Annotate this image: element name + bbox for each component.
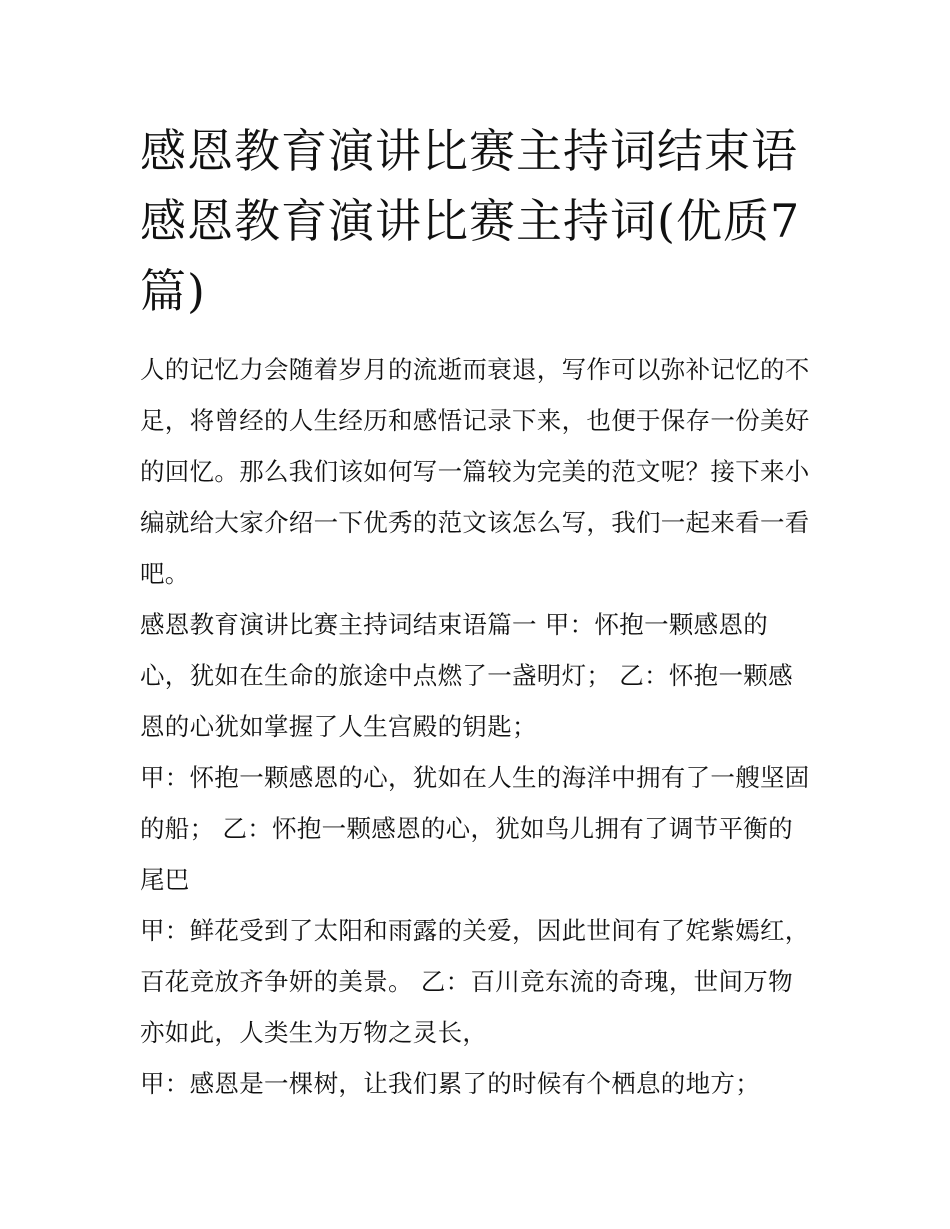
paragraph-1: 感恩教育演讲比赛主持词结束语篇一 甲：怀抱一颗感恩的心，犹如在生命的旅途中点燃了一盏明灯； 乙：怀抱一颗感恩的心犹如掌握了人生宫殿的钥匙； [140, 610, 793, 741]
document-title: 感恩教育演讲比赛主持词结束语 感恩教育演讲比赛主持词(优质7篇) [140, 124, 801, 318]
paragraph-intro: 人的记忆力会随着岁月的流逝而衰退，写作可以弥补记忆的不足，将曾经的人生经历和感悟记录下来，也便于保存一份美好的回忆。那么我们该如何写一篇较为完美的范文呢？接下来小编就给大家介绍一下优秀的范文该怎么写，我们一起来看一看吧。 [140, 355, 810, 588]
paragraph-4: 甲：感恩是一棵树，让我们累了的时候有个栖息的地方； [140, 1069, 760, 1098]
paragraph-2: 甲：怀抱一颗感恩的心，犹如在人生的海洋中拥有了一艘坚固的船； 乙：怀抱一颗感恩的心，犹如鸟儿拥有了调节平衡的尾巴 [140, 763, 810, 894]
paragraph-3: 甲：鲜花受到了太阳和雨露的关爱，因此世间有了姹紫嫣红，百花竞放齐争妍的美景。 乙：百川竞东流的奇瑰，世间万物亦如此，人类生为万物之灵长， [140, 916, 810, 1047]
document-content [140, 116, 815, 1109]
title-block [140, 116, 815, 326]
